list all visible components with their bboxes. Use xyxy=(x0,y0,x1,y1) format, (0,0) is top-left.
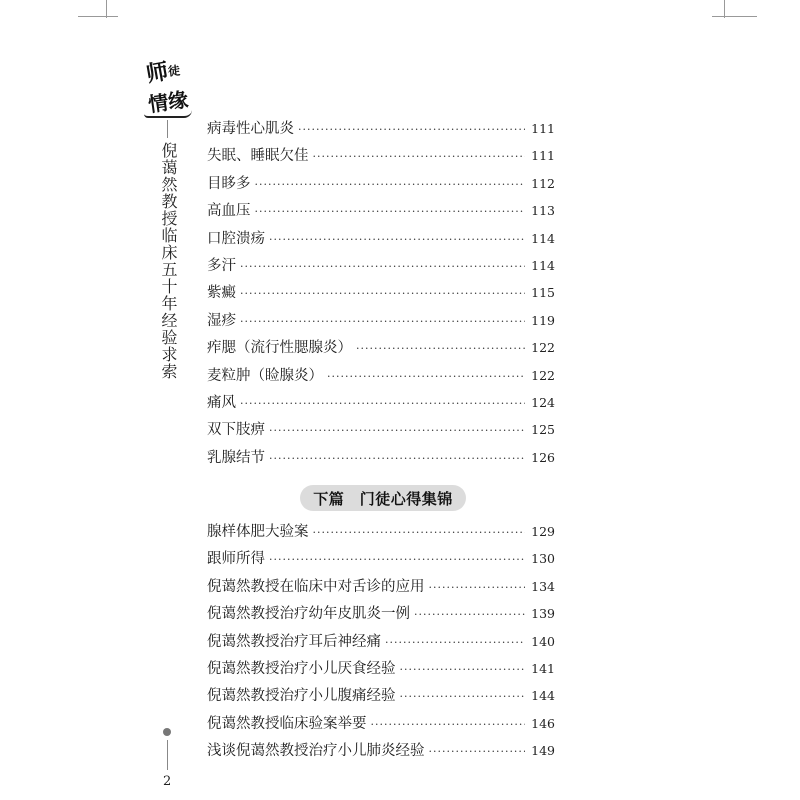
toc-entry-title: 倪蔼然教授治疗小儿厌食经验 xyxy=(207,660,396,677)
toc-dot-leader xyxy=(240,308,525,335)
toc-entry[interactable] xyxy=(207,142,555,169)
sidebar-dot xyxy=(163,728,171,736)
toc-entry[interactable] xyxy=(207,389,555,416)
crop-mark-left xyxy=(78,0,118,18)
toc-entry[interactable] xyxy=(207,362,555,389)
toc-dot-leader xyxy=(298,116,525,143)
toc-dot-leader xyxy=(269,546,525,573)
toc-entry-title: 倪蔼然教授治疗小儿腹痛经验 xyxy=(207,688,396,705)
toc-entry[interactable] xyxy=(207,115,555,142)
toc-dot-leader xyxy=(414,601,525,628)
toc-entry[interactable] xyxy=(207,334,555,361)
toc-entry-page: 114 xyxy=(531,230,555,246)
toc-entry-page: 111 xyxy=(531,121,555,136)
toc-entry[interactable] xyxy=(207,252,555,279)
toc-dot-leader xyxy=(385,629,525,656)
toc-entry-title: 紫癜 xyxy=(207,285,236,302)
section-header: 下篇 门徒心得集锦 xyxy=(300,485,466,511)
toc-entry-title: 浅谈倪蔼然教授治疗小儿肺炎经验 xyxy=(207,743,425,760)
toc-entry-title: 倪蔼然教授治疗耳后神经痛 xyxy=(207,633,381,650)
toc-entry-title: 口腔溃疡 xyxy=(207,230,265,247)
toc-entry-title: 失眠、睡眠欠佳 xyxy=(207,148,309,165)
toc-entry-title: 痛风 xyxy=(207,394,236,411)
toc-entry[interactable] xyxy=(207,225,555,252)
toc-entry[interactable] xyxy=(207,416,555,443)
toc-dot-leader xyxy=(255,171,526,198)
toc-entry[interactable] xyxy=(207,279,555,306)
crop-mark-right xyxy=(712,0,757,18)
toc-entry-title: 目眵多 xyxy=(207,175,251,192)
toc-entry-page: 126 xyxy=(531,449,555,465)
toc-entry-page: 144 xyxy=(531,688,555,704)
toc-entry[interactable] xyxy=(207,518,555,545)
toc-entry-page: 139 xyxy=(531,606,555,622)
toc-dot-leader xyxy=(356,335,525,362)
toc-dot-leader xyxy=(371,711,526,738)
toc-dot-leader xyxy=(255,198,526,225)
toc-list-part1 xyxy=(207,115,555,471)
toc-entry-page: 149 xyxy=(531,743,555,759)
toc-dot-leader xyxy=(240,253,525,280)
toc-entry-title: 双下肢痹 xyxy=(207,422,265,439)
toc-dot-leader xyxy=(313,519,526,546)
toc-entry-page: 115 xyxy=(531,285,555,301)
toc-entry-page: 141 xyxy=(531,660,555,676)
toc-entry-page: 114 xyxy=(531,257,555,273)
toc-entry-page: 111 xyxy=(531,148,555,164)
toc-entry[interactable] xyxy=(207,710,555,737)
toc-dot-leader xyxy=(240,280,525,307)
toc-entry-page: 124 xyxy=(531,394,555,410)
toc-entry-page: 140 xyxy=(531,633,555,649)
toc-dot-leader xyxy=(327,363,525,390)
toc-entry-title: 倪蔼然教授治疗幼年皮肌炎一例 xyxy=(207,606,410,623)
toc-entry[interactable] xyxy=(207,600,555,627)
toc-entry-title: 乳腺结节 xyxy=(207,449,265,466)
toc-entry-page: 112 xyxy=(531,175,555,191)
toc-dot-leader xyxy=(429,738,526,765)
toc-entry-page: 125 xyxy=(531,422,555,438)
toc-entry-title: 多汗 xyxy=(207,257,236,274)
toc-entry-title: 腺样体肥大验案 xyxy=(207,524,309,540)
toc-entry-title: 湿疹 xyxy=(207,312,236,329)
toc-entry-page: 113 xyxy=(531,203,555,219)
toc-entry-title: 病毒性心肌炎 xyxy=(207,121,294,137)
book-title-vertical: 倪蔼然教授临床五十年经验求索 xyxy=(159,142,178,380)
toc-entry[interactable] xyxy=(207,444,555,471)
toc-dot-leader xyxy=(240,390,525,417)
toc-entry[interactable] xyxy=(207,628,555,655)
sidebar-rule-top xyxy=(167,120,168,138)
toc-dot-leader xyxy=(400,656,526,683)
toc-entry-page: 130 xyxy=(531,551,555,567)
toc-entry[interactable] xyxy=(207,545,555,572)
toc-dot-leader xyxy=(269,445,525,472)
toc-entry-page: 122 xyxy=(531,367,555,383)
toc-entry[interactable] xyxy=(207,197,555,224)
toc-entry-title: 痄腮（流行性腮腺炎） xyxy=(207,340,352,357)
toc-dot-leader xyxy=(269,226,525,253)
toc-entry-page: 129 xyxy=(531,524,555,539)
toc-entry[interactable] xyxy=(207,737,555,764)
toc-entry-page: 146 xyxy=(531,715,555,731)
toc-dot-leader xyxy=(269,417,525,444)
toc-entry-title: 麦粒肿（睑腺炎） xyxy=(207,367,323,384)
toc-entry[interactable] xyxy=(207,307,555,334)
toc-entry[interactable] xyxy=(207,682,555,709)
toc-dot-leader xyxy=(429,574,526,601)
toc-entry-page: 119 xyxy=(531,312,555,328)
toc-entry-page: 134 xyxy=(531,578,555,594)
toc-entry-title: 倪蔼然教授在临床中对舌诊的应用 xyxy=(207,578,425,595)
page-number: 2 xyxy=(163,774,172,789)
toc-entry-title: 高血压 xyxy=(207,203,251,220)
toc-entry-page: 122 xyxy=(531,340,555,356)
toc-entry-title: 跟师所得 xyxy=(207,551,265,568)
toc-entry[interactable] xyxy=(207,170,555,197)
toc-entry-title: 倪蔼然教授临床验案举要 xyxy=(207,715,367,732)
toc-entry[interactable] xyxy=(207,655,555,682)
book-logo: 师 徒 情缘 xyxy=(138,56,196,120)
toc-list-part2 xyxy=(207,518,555,765)
sidebar-rule-bottom xyxy=(167,740,168,770)
toc-dot-leader xyxy=(400,683,526,710)
toc-entry[interactable] xyxy=(207,573,555,600)
toc-dot-leader xyxy=(313,143,526,170)
